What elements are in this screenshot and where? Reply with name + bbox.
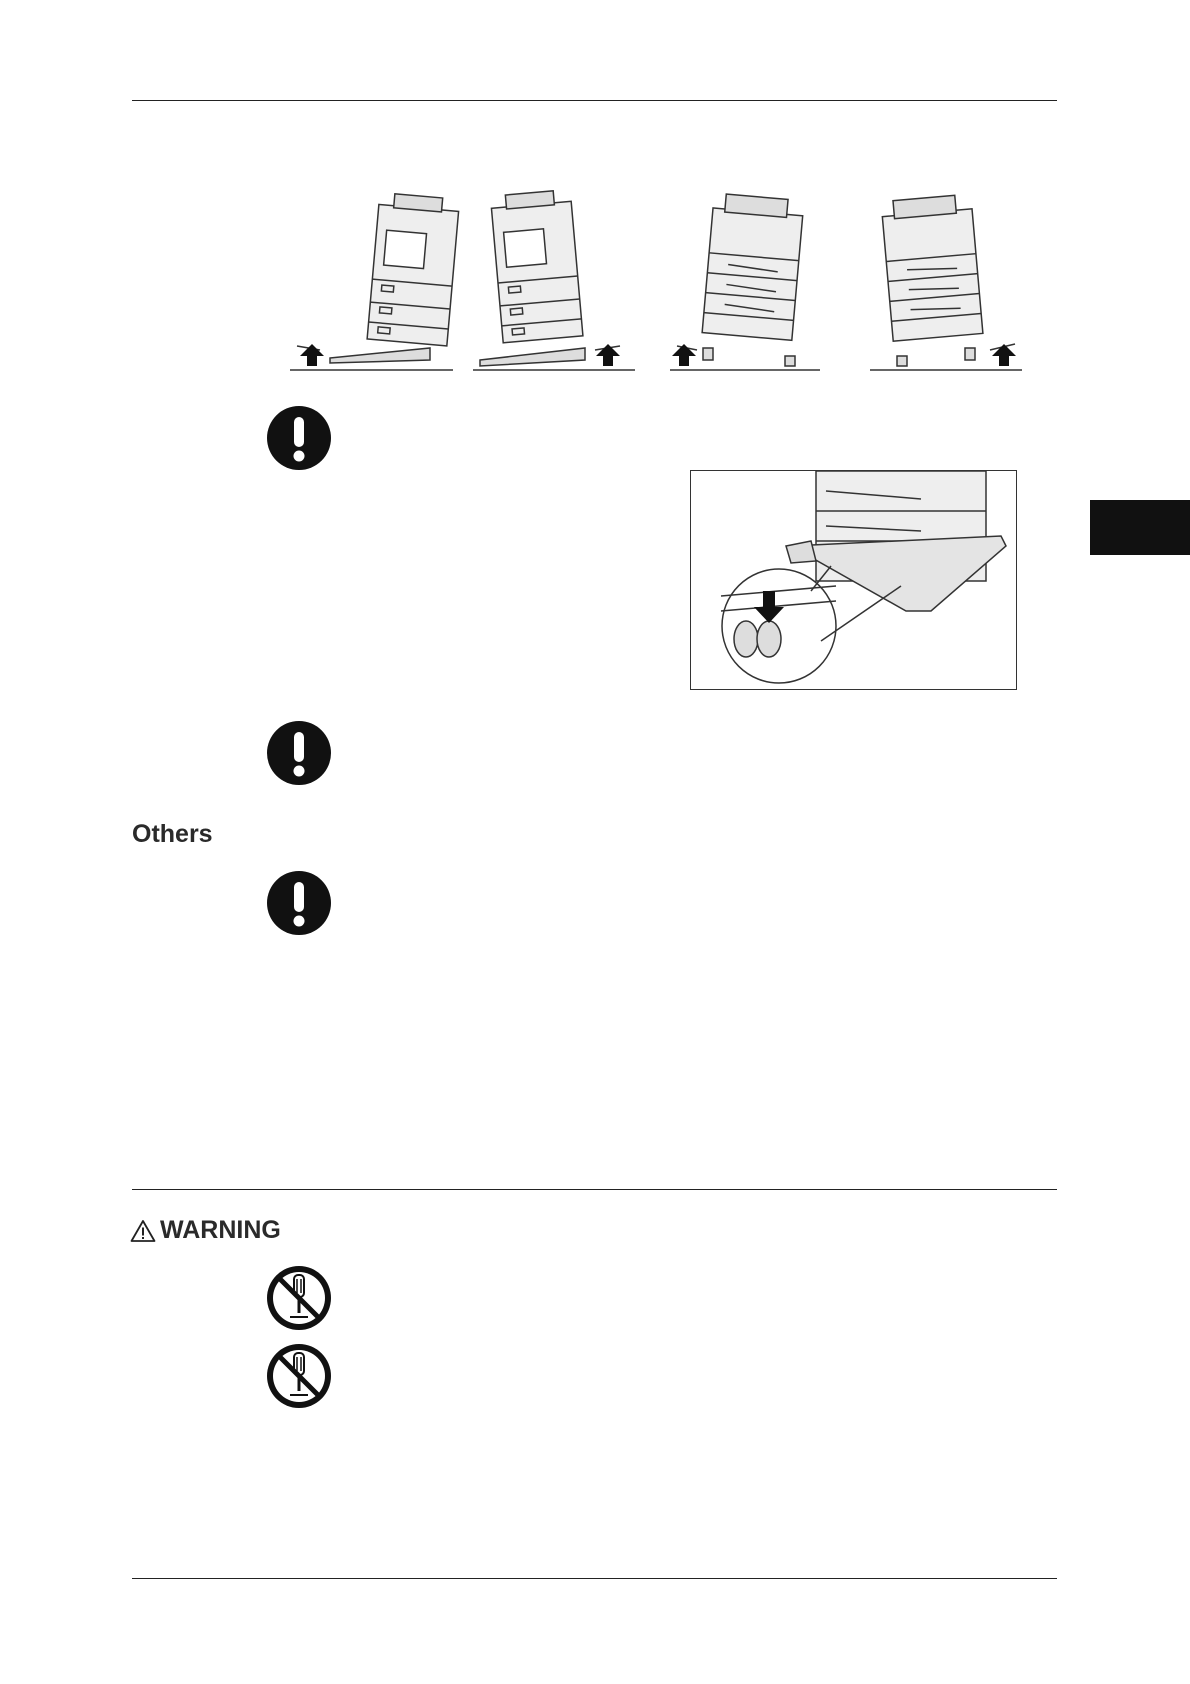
- footer-rule: [132, 1578, 1057, 1579]
- chapter-tab: [1090, 500, 1190, 555]
- warning-heading: WARNING: [160, 1216, 281, 1244]
- warning-heading-row: [130, 1216, 281, 1245]
- machine-4: [881, 194, 983, 341]
- mandatory-action-icon: [266, 405, 332, 471]
- machine-1: [367, 193, 460, 346]
- section-rule: [132, 1189, 1057, 1190]
- header-rule: [132, 100, 1057, 101]
- no-disassembly-icon: [266, 1343, 332, 1409]
- warning-triangle-icon: [130, 1219, 156, 1243]
- tilt-illustration: [285, 188, 1025, 378]
- machine-3: [702, 193, 804, 340]
- machine-2: [490, 189, 583, 342]
- mandatory-action-icon: [266, 870, 332, 936]
- no-disassembly-icon: [266, 1265, 332, 1331]
- others-heading: Others: [132, 820, 213, 848]
- up-arrow-icon: [672, 344, 696, 366]
- mandatory-action-icon: [266, 720, 332, 786]
- up-arrow-icon: [992, 344, 1016, 366]
- caster-lock-illustration: [690, 470, 1017, 690]
